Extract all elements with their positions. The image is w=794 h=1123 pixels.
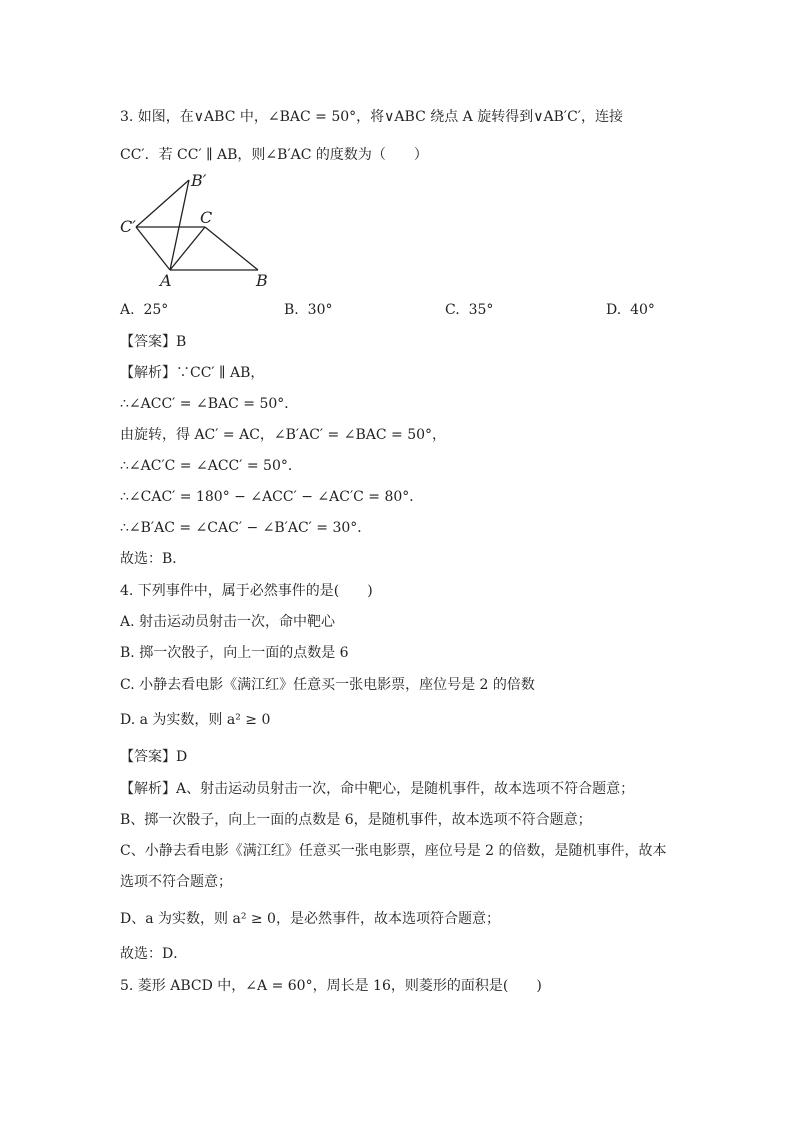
q3-analysis-line: ∴∠ACC′ = ∠BAC = 50°． [120,396,299,412]
option-value: 30° [307,302,333,318]
option-letter: A. [120,302,135,318]
q3-option-b [284,301,332,319]
q3-stem-line1: 3. 如图，在∨ABC 中，∠BAC = 50°，将∨ABC 绕点 A 旋转得到∨AB′C′，连接 [120,109,623,125]
q3-analysis-line: 由旋转，得 AC′ = AC，∠B′AC′ = ∠BAC = 50°， [120,427,447,443]
q4-stem: 4. 下列事件中，属于必然事件的是( ) [120,583,373,599]
q4-option-b: B. 掷一次骰子，向上一面的点数是 6 [120,645,349,661]
label-B: B [256,271,268,290]
option-letter: D. [606,302,622,318]
option-value: 25° [143,302,169,318]
q4-analysis-line: 故选：D． [120,946,188,962]
option-value: 35° [468,302,494,318]
q5-stem: 5. 菱形 ABCD 中，∠A = 60°，周长是 16，则菱形的面积是( ) [120,978,542,994]
q3-option-c [445,301,493,319]
q3-stem-line2: CC′．若 CC′ ∥ AB，则∠B′AC 的度数为（ ） [120,147,428,163]
q4-analysis-line: B、掷一次骰子，向上一面的点数是 6，是随机事件，故本选项不符合题意； [120,812,592,828]
q4-option-a: A. 射击运动员射击一次，命中靶心 [120,614,336,630]
q3-analysis-line: 【解析】∵CC′ ∥ AB， [120,365,265,381]
q3-analysis-line: ∴∠B′AC = ∠CAC′ − ∠B′AC′ = 30°． [120,520,372,536]
segment-AC-prime [136,227,170,270]
option-letter: C. [445,302,460,318]
q4-analysis-line: C、小静去看电影《满江红》任意买一张电影票，座位号是 2 的倍数，是随机事件，故本 [120,843,667,859]
option-value: 40° [630,302,655,318]
segment-CB [205,227,258,270]
q3-option-a [120,301,168,319]
rotation-triangle-figure [114,168,274,290]
label-B-prime: B′ [191,171,207,190]
q3-option-d [606,301,655,319]
q4-analysis-line: 选项不符合题意； [120,874,232,890]
label-C-prime: C′ [120,217,136,236]
q4-option-d: D. a 为实数，则 a² ≥ 0 [120,712,271,728]
label-A: A [160,271,172,290]
q3-analysis-line: 故选：B． [120,551,187,567]
q3-answer: 【答案】B [120,334,187,350]
option-letter: B. [284,302,299,318]
q3-analysis-line: ∴∠AC′C = ∠ACC′ = 50°． [120,458,302,474]
q4-analysis-line: D、a 为实数，则 a² ≥ 0，是必然事件，故本选项符合题意； [120,911,500,927]
q4-analysis-line: 【解析】A、射击运动员射击一次，命中靶心，是随机事件，故本选项不符合题意； [120,781,635,797]
q4-option-c: C. 小静去看电影《满江红》任意买一张电影票，座位号是 2 的倍数 [120,677,535,693]
segment-AC [170,227,205,270]
figure-lines [136,180,258,270]
q4-answer: 【答案】D [120,749,188,765]
q3-analysis-line: ∴∠CAC′ = 180° − ∠ACC′ − ∠AC′C = 80°． [120,489,424,505]
label-C: C [200,208,213,227]
